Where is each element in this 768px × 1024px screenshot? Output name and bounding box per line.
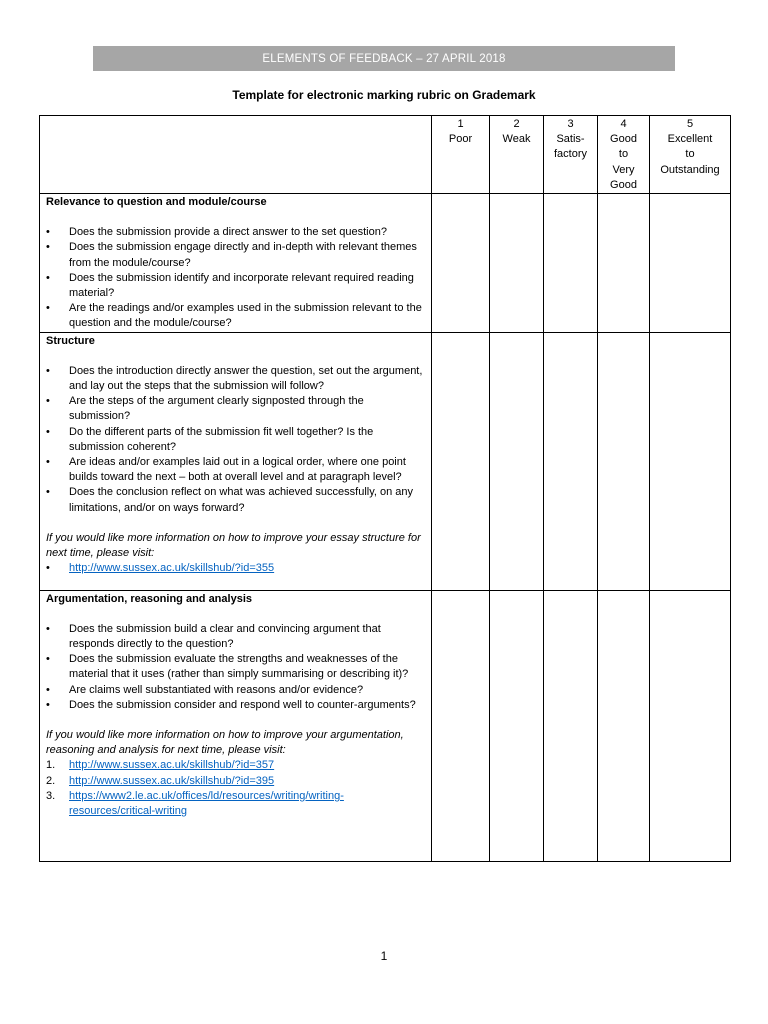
criterion-question: • Are the readings and/or examples used in the submission relevant to the question and the module/course? — [46, 301, 425, 331]
scale-label: Good — [610, 178, 637, 191]
more-info-note: If you would like more information on how to improve your argumentation, reasoning and analysis for next time, please visit: — [46, 729, 404, 757]
criterion-question: • Does the submission engage directly and in-depth with relevant themes from the module/course? — [46, 240, 425, 270]
score-cell-4[interactable] — [598, 332, 650, 590]
criterion-title: Relevance to question and module/course — [46, 196, 267, 209]
scale-label: Satis- — [556, 133, 585, 146]
score-cell-2[interactable] — [490, 194, 544, 333]
score-cell-3[interactable] — [544, 332, 598, 590]
scale-number: 3 — [567, 118, 574, 130]
criterion-question-list — [46, 622, 425, 713]
scale-cell-3 — [544, 116, 598, 194]
resource-link-list — [46, 561, 425, 576]
criterion-question-list — [46, 225, 425, 331]
criterion-title: Structure — [46, 334, 95, 347]
more-info-note: If you would like more information on how to improve your essay structure for next time, please visit: — [46, 531, 421, 560]
criterion-cell — [40, 590, 432, 861]
resource-link-item — [46, 789, 425, 819]
score-cell-2[interactable] — [490, 590, 544, 861]
score-cell-5[interactable] — [650, 590, 731, 861]
score-cell-3[interactable] — [544, 590, 598, 861]
criterion-question: • Does the submission provide a direct answer to the set question? — [46, 225, 425, 240]
criterion-question: • Does the submission consider and respond well to counter-arguments? — [46, 698, 425, 713]
scale-cell-4 — [598, 116, 650, 194]
header-blank-cell — [40, 116, 432, 194]
criterion-question: • Do the different parts of the submission fit well together? Is the submission coherent? — [46, 425, 425, 455]
page-number: 1 — [380, 949, 388, 963]
criterion-question: • Does the submission identify and incorporate relevant required reading material? — [46, 271, 425, 301]
document-banner: ELEMENTS OF FEEDBACK – 27 APRIL 2018 — [93, 46, 675, 71]
resource-link[interactable]: http://www.sussex.ac.uk/skillshub/?id=355 — [69, 562, 275, 575]
score-cell-1[interactable] — [432, 332, 490, 590]
scale-label: Poor — [448, 133, 473, 146]
criterion-question: • Does the submission build a clear and convincing argument that responds directly to the question? — [46, 622, 425, 652]
criterion-question-list — [46, 364, 425, 516]
resource-link-item — [46, 758, 425, 773]
criterion-question: • Are the steps of the argument clearly signposted through the submission? — [46, 394, 425, 424]
scale-label: Excellent — [667, 133, 713, 146]
scale-number: 4 — [620, 118, 627, 130]
resource-link-item — [46, 561, 425, 576]
scale-number: 2 — [513, 118, 520, 130]
scale-cell-1 — [432, 116, 490, 194]
score-cell-1[interactable] — [432, 194, 490, 333]
criterion-title: Argumentation, reasoning and analysis — [46, 592, 252, 605]
resource-link-item — [46, 774, 425, 789]
resource-link[interactable]: http://www.sussex.ac.uk/skillshub/?id=395 — [69, 774, 275, 787]
criterion-question: • Does the conclusion reflect on what was achieved successfully, on any limitations, and/or on ways forward? — [46, 485, 425, 515]
score-cell-3[interactable] — [544, 194, 598, 333]
scale-number: 1 — [457, 118, 464, 130]
scale-label: factory — [553, 148, 587, 161]
criterion-question: • Are claims well substantiated with reasons and/or evidence? — [46, 683, 425, 698]
criterion-row-structure — [40, 332, 731, 590]
criterion-question: • Does the submission evaluate the strengths and weaknesses of the material that it uses (rather than simply summarising or describing it)? — [46, 652, 425, 682]
resource-link[interactable]: https://www2.le.ac.uk/offices/ld/resources/writing/writing-resources/critical-writing — [69, 789, 344, 818]
scale-label: Very — [612, 163, 635, 176]
scale-label: Weak — [502, 133, 531, 146]
score-cell-1[interactable] — [432, 590, 490, 861]
score-cell-4[interactable] — [598, 194, 650, 333]
score-cell-5[interactable] — [650, 194, 731, 333]
criterion-question: • Does the introduction directly answer the question, set out the argument, and lay out the steps that the submission will follow? — [46, 364, 425, 394]
criterion-cell — [40, 194, 432, 333]
list-number: 2. — [46, 774, 56, 787]
scale-label: to — [685, 148, 695, 161]
scale-label: Outstanding — [660, 163, 720, 176]
score-cell-5[interactable] — [650, 332, 731, 590]
resource-link[interactable]: http://www.sussex.ac.uk/skillshub/?id=357 — [69, 759, 275, 772]
score-cell-4[interactable] — [598, 590, 650, 861]
scale-cell-5 — [650, 116, 731, 194]
criterion-cell — [40, 332, 432, 590]
criterion-question: • Are ideas and/or examples laid out in a logical order, where one point builds toward the next – both at overall level and at paragraph level? — [46, 455, 425, 485]
resource-link-list — [46, 758, 425, 819]
marking-rubric-table — [39, 115, 731, 862]
document-subtitle: Template for electronic marking rubric on Grademark — [232, 88, 536, 102]
scale-label: Good — [610, 133, 637, 146]
list-number: 1. — [46, 759, 56, 772]
list-number: 3. — [46, 789, 56, 802]
score-cell-2[interactable] — [490, 332, 544, 590]
scale-header-row — [40, 116, 731, 194]
criterion-row-argumentation — [40, 590, 731, 861]
scale-cell-2 — [490, 116, 544, 194]
scale-number: 5 — [686, 118, 694, 130]
criterion-row-relevance — [40, 194, 731, 333]
scale-label: to — [618, 148, 629, 161]
